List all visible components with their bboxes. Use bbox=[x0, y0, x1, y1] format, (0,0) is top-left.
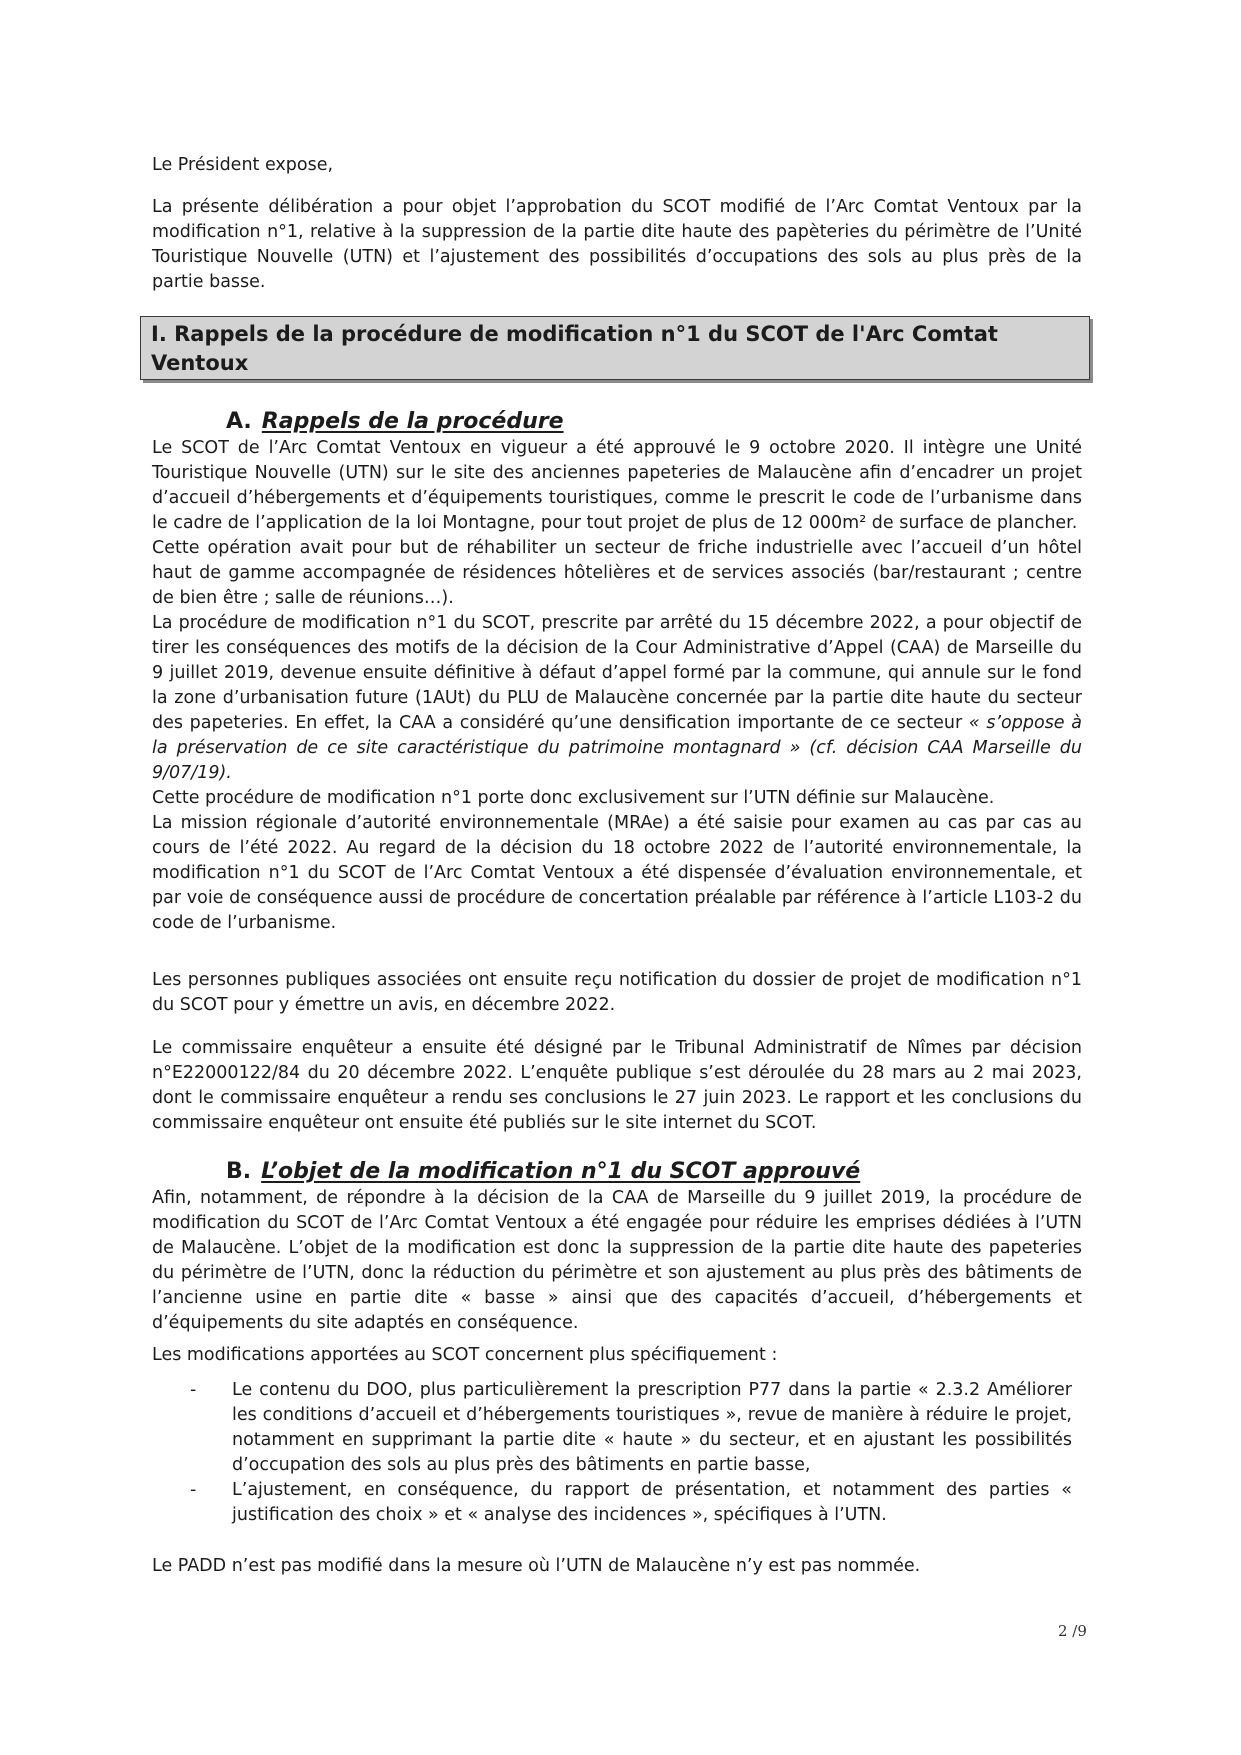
section-a-heading bbox=[226, 408, 564, 436]
section-b-heading bbox=[226, 1158, 860, 1186]
section-b-letter: B. bbox=[226, 1159, 252, 1184]
section-a-paragraph-2: Cette opération avait pour but de réhabiliter un secteur de friche industrielle avec l’accueil d’un hôtel haut de gamme accompagnée de résidences hôtelières et de services associés (bar/restaurant ; centre de bien être ; salle de réunions…). bbox=[152, 538, 1082, 608]
section-1-heading bbox=[140, 316, 1090, 380]
bullet-dash: - bbox=[190, 1380, 197, 1400]
bullet-dash: - bbox=[190, 1480, 197, 1500]
section-a-paragraph-6: Les personnes publiques associées ont ensuite reçu notification du dossier de projet de modification n°1 du SCOT pour y émettre un avis, en décembre 2022. bbox=[152, 970, 1082, 1015]
section-b-paragraph-3: Le PADD n’est pas modifié dans la mesure où l’UTN de Malaucène n’y est pas nommée. bbox=[152, 1556, 921, 1576]
section-a-paragraph-7: Le commissaire enquêteur a ensuite été désigné par le Tribunal Administratif de Nîmes par décision n°E22000122/84 du 20 décembre 2022. L’enquête publique s’est déroulée du 28 mars au 2 mai 2023, dont le commissaire enquêteur a rendu ses conclusions le 27 juin 2023. Le rapport et les conclusions du commissaire enquêteur ont ensuite été publiés sur le site internet du SCOT. bbox=[152, 1038, 1082, 1133]
section-a-body bbox=[152, 436, 1082, 936]
section-1-title: I. Rappels de la procédure de modification n°1 du SCOT de l'Arc Comtat Ventoux bbox=[151, 322, 998, 375]
modifications-list bbox=[190, 1378, 1072, 1528]
section-a-paragraph-4: Cette procédure de modification n°1 porte donc exclusivement sur l’UTN définie sur Malaucène. bbox=[152, 788, 995, 808]
section-a-paragraph-1: Le SCOT de l’Arc Comtat Ventoux en vigueur a été approuvé le 9 octobre 2020. Il intègre une Unité Touristique Nouvelle (UTN) sur le site des anciennes papeteries de Malaucène afin d’encadrer un projet d’accueil d’hébergements et d’équipements touristiques, comme le prescrit le code de l’urbanisme dans le cadre de l’application de la loi Montagne, pour tout projet de plus de 12 000m² de surface de plancher. bbox=[152, 438, 1082, 533]
section-a-title: Rappels de la procédure bbox=[261, 409, 564, 434]
section-a-letter: A. bbox=[226, 409, 252, 434]
section-a-paragraph-5: La mission régionale d’autorité environnementale (MRAe) a été saisie pour examen au cas par cas au cours de l’été 2022. Au regard de la décision du 18 octobre 2022 de l’autorité environnementale, la modification n°1 du SCOT de l’Arc Comtat Ventoux a été dispensée d’évaluation environnementale, et par voie de conséquence aussi de procédure de concertation préalable par référence à l’article L103-2 du code de l’urbanisme. bbox=[152, 813, 1082, 933]
intro-paragraph: La présente délibération a pour objet l’approbation du SCOT modifié de l’Arc Comtat Ventoux par la modification n°1, relative à la suppression de la partie dite haute des papèteries du périmètre de l’Unité Touristique Nouvelle (UTN) et l’ajustement des possibilités d’occupations des sols au plus près de la partie basse. bbox=[152, 197, 1082, 292]
president-line: Le Président expose, bbox=[152, 155, 334, 175]
section-b-paragraph-1: Afin, notamment, de répondre à la décision de la CAA de Marseille du 9 juillet 2019, la procédure de modification du SCOT de l’Arc Comtat Ventoux a été engagée pour réduire les emprises dédiées à l’UTN de Malaucène. L’objet de la modification est donc la suppression de la partie dite haute des papeteries du périmètre de l’UTN, donc la réduction du périmètre et son ajustement au plus près des bâtiments de l’ancienne usine en partie dite « basse » ainsi que des capacités d’accueil, d’hébergements et d’équipements du site adaptés en conséquence. bbox=[152, 1188, 1082, 1333]
section-a-paragraph-3: La procédure de modification n°1 du SCOT, prescrite par arrêté du 15 décembre 2022, a pour objectif de tirer les conséquences des motifs de la décision de la Cour Administrative d’Appel (CAA) de Marseille du 9 juillet 2019, devenue ensuite définitive à défaut d’appel formé par la commune, qui annule sur le fond la zone d’urbanisation future (1AUt) du PLU de Malaucène concernée par la partie dite haute du secteur des papeteries. En effet, la CAA a considéré qu’une densification importante de ce secteur « s’oppose à la préservation de ce site caractéristique du patrimoine montagnard » (cf. décision CAA Marseille du 9/07/19). bbox=[152, 613, 1082, 783]
section-b-title: L’objet de la modification n°1 du SCOT approuvé bbox=[261, 1159, 861, 1184]
list-item: - Le contenu du DOO, plus particulièrement la prescription P77 dans la partie « 2.3.2 Améliorer les conditions d’accueil et d’hébergements touristiques », revue de manière à réduire le projet, notamment en supprimant la partie dite « haute » du secteur, et en ajustant les possibilités d’occupation des sols au plus près des bâtiments en partie basse, bbox=[190, 1380, 1072, 1475]
caa-quote: « s’oppose à la préservation de ce site caractéristique du patrimoine montagnard » (cf. décision CAA Marseille du 9/07/19). bbox=[152, 713, 1082, 783]
page-number: 2 /9 bbox=[1058, 1622, 1087, 1640]
list-item: - L’ajustement, en conséquence, du rapport de présentation, et notamment des parties « justification des choix » et « analyse des incidences », spécifiques à l’UTN. bbox=[190, 1480, 1072, 1525]
section-b-paragraph-2: Les modifications apportées au SCOT concernent plus spécifiquement : bbox=[152, 1345, 778, 1365]
